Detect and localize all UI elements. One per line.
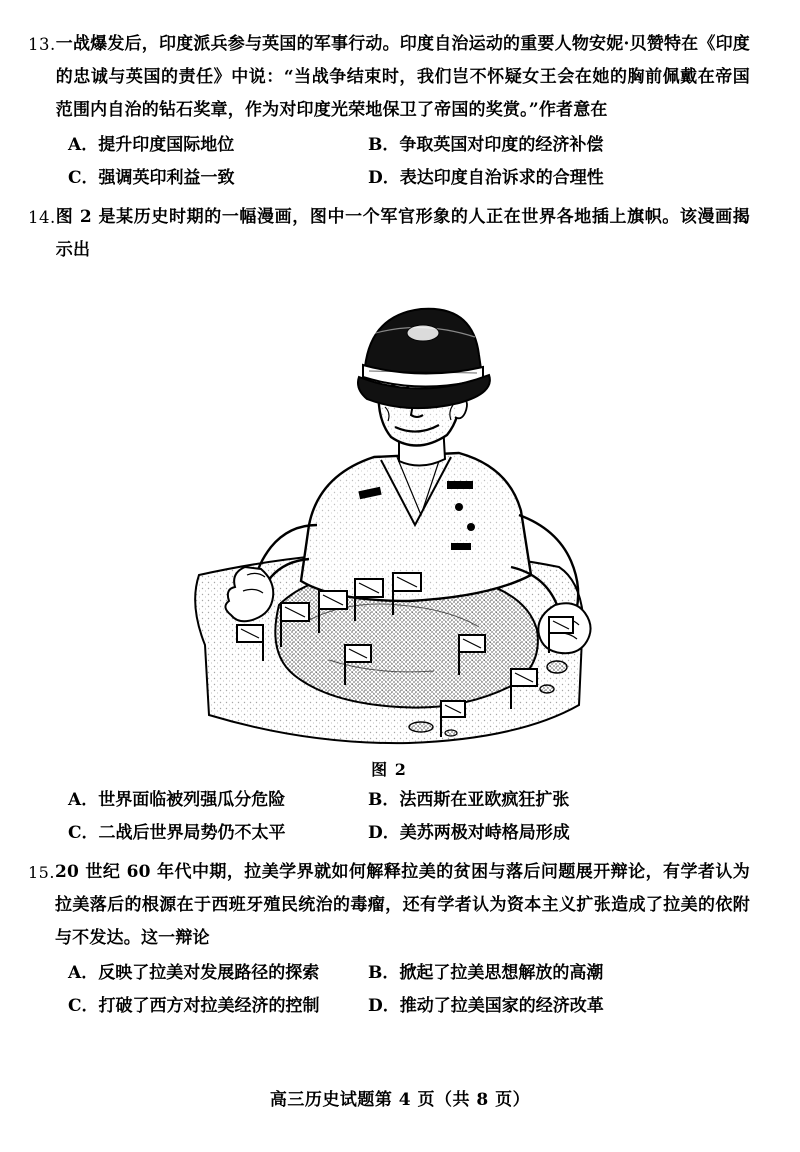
figure-2-caption: 图 2	[371, 760, 407, 779]
option-row	[28, 990, 750, 1023]
cartoon-illustration	[159, 275, 619, 755]
option-row	[28, 162, 750, 195]
option-row	[28, 784, 750, 817]
question-13	[28, 28, 750, 195]
question-15-number: 15.	[28, 863, 55, 882]
question-15	[28, 856, 750, 1023]
page-content	[28, 28, 750, 1029]
question-15-option-d[interactable]: D．推动了拉美国家的经济改革	[368, 996, 604, 1016]
question-15-options	[28, 957, 750, 1023]
question-14-options	[28, 784, 750, 850]
question-13-stem: 一战爆发后，印度派兵参与英国的军事行动。印度自治运动的重要人物安妮·贝赞特在《印度的忠诚与英国的责任》中说：“当战争结束时，我们岂不怀疑女王会在她的胸前佩戴在帝国范围内自治的钻石奖章，作为对印度光荣地保卫了帝国的奖赏。”作者意在	[55, 34, 750, 120]
question-14-option-b[interactable]: B．法西斯在亚欧疯狂扩张	[368, 790, 570, 810]
question-15-option-c[interactable]: C．打破了西方对拉美经济的控制	[68, 996, 320, 1016]
question-15-option-b[interactable]: B．掀起了拉美思想解放的高潮	[368, 963, 604, 983]
option-row	[28, 129, 750, 162]
question-13-option-d[interactable]: D．表达印度自治诉求的合理性	[368, 168, 604, 188]
question-14-option-a[interactable]: A．世界面临被列强瓜分危险	[68, 790, 286, 810]
option-row	[28, 817, 750, 850]
question-13-number: 13.	[28, 35, 56, 54]
question-14	[28, 201, 750, 850]
figure-2	[28, 275, 750, 780]
question-14-option-d[interactable]: D．美苏两极对峙格局形成	[368, 823, 570, 843]
question-15-stem: 20 世纪 60 年代中期，拉美学界就如何解释拉美的贫困与落后问题展开辩论，有学者认为拉美落后的根源在于西班牙殖民统治的毒瘤，还有学者认为资本主义扩张造成了拉美的依附与不发达。这一辩论	[54, 862, 750, 948]
question-13-option-a[interactable]: A．提升印度国际地位	[68, 135, 235, 155]
page-footer: 高三历史试题第 4 页（共 8 页）	[269, 1090, 531, 1110]
question-14-option-c[interactable]: C．二战后世界局势仍不太平	[68, 823, 286, 843]
question-13-options	[28, 129, 750, 195]
question-14-stem: 图 2 是某历史时期的一幅漫画，图中一个军官形象的人正在世界各地插上旗帜。该漫画揭示出	[55, 207, 750, 260]
question-13-option-b[interactable]: B．争取英国对印度的经济补偿	[368, 135, 604, 155]
question-14-number: 14.	[28, 208, 56, 227]
question-15-option-a[interactable]: A．反映了拉美对发展路径的探索	[68, 963, 320, 983]
option-row	[28, 957, 750, 990]
question-13-option-c[interactable]: C．强调英印利益一致	[68, 168, 235, 188]
